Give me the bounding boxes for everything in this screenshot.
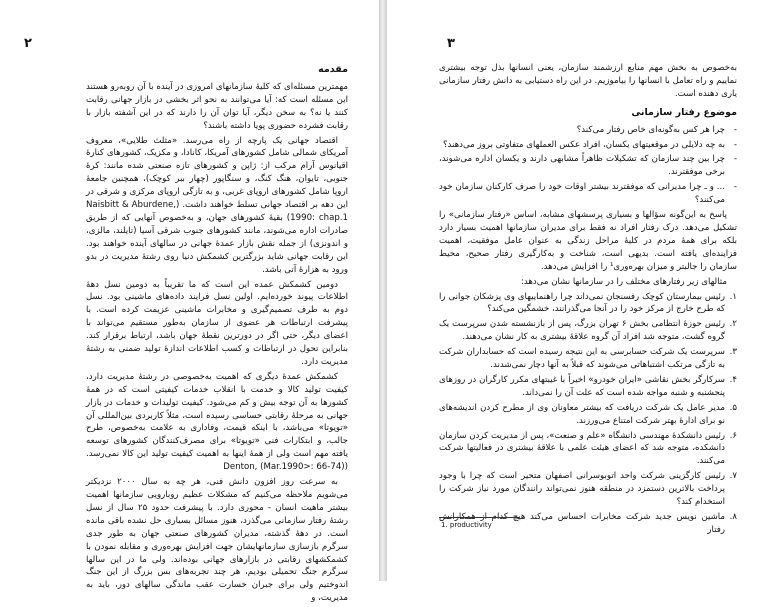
paragraph: پاسخ به این‌گونه سؤالها و بسیاری پرسشهای مشابه، اساس «رفتار سازمانی» را تشکیل می‌دهد. درک رفتار افراد نه فقط برای مدیران سازمانها اهمیت بسیار دارد بلکه برای همهٔ مردم در کلیهٔ مراحل زندگی به عنوان عامل موفقیت، اهمیت فزاینده‌ای یافته است. بدیهی است، شناخت و به‌کارگیری رفتار صحیح، محیط سازمان را جالبتر و میزان بهره‌وری¹ را افزایش می‌دهد. [439,210,737,272]
footnote: 1. productivity [441,521,492,529]
section-heading: مقدمه [318,64,348,75]
paragraph: به سرعت روز افزون دانش فنی، هر چه به سال ۲۰۰۰ نزدیکتر می‌شویم ملاحظه می‌کنیم که مشکلات عظیم روبارویی سازمانها اهمیت بیشتر ماهیت انسان - محوری دارد. با پیشرفت حدود ۲۵ سال از نسل رشتهٔ رفتار سازمانی می‌گذرد، هنوز مسائل بسیاری حل نشده باقی مانده است. در دههٔ گذشته، مدیران کشورهای صنعتی جهان به طور جدی سرگرم بازسازی سازمانهایشان جهت افزایش بهره‌وری و مقابله نمودن با کشمکشهای رقابتی در بازارهای جهانی بوده‌اند. ولی ما در این سالها سرگرم جنگ تحمیلی بودیم، هر چند تجربه‌های بس بزرگ از این جنگ اندوختیم ولی برای جبران خسارت عقب ماندگی سالهای دور، باید به مدیریت، و [86,477,348,604]
list-item: ۶. رئیس دانشکدهٔ مهندسی دانشگاه «علم و صنعت»، پس از مدیریت کردن سازمان دانشکده، متوجه شد که اعضای هیئت علمی با علاقهٔ بیشتری در فعالیتها شرکت می‌کنند. [439,430,737,467]
right-page [387,0,768,581]
list-item: ۸. ماشین نویس جدید شرکت مخابرات احساس می‌کند هیچ کدام از همکارانش رفتار [439,512,737,535]
question-item: - چرا بین چند سازمان که تشکیلات ظاهراً مشابهی دارند و یکسان اداره می‌شوند، برخی موفقترند. [439,154,737,178]
section-heading: موضوع رفتار سازمانی [631,106,737,118]
intro-paragraph: به‌خصوص به بخش مهم منابع ارزشمند سازمان، یعنی انسانها بذل توجه بیشتری نماییم و راه تعامل با انسانها را بیاموزیم. در این راه دستیابی به دانش رفتار سازمانی یاری دهنده است. [439,63,737,99]
left-page [0,0,379,604]
paragraph: مهمترین مسئله‌ای که کلیهٔ سازمانهای امروزی در آینده با آن روبه‌رو هستند این مسئله است که: آیا می‌توانند به نحو اثر بخشی در بازار جهانی رقابت کنند یا نه؟ به سخن دیگر، آیا توان آن را دارند که در این آشفته بازار با رقابت فشرده حضوری پویا داشته باشند؟ [86,81,348,131]
list-item: ۷. رئیس کارگزینی شرکت واحد اتوبوسرانی اصفهان متحیر است که چرا با وجود پرداخت بالاترین دستمزد در منطقه هنوز نمی‌تواند رانندگان مورد نیاز شرکت را استخدام کند؟ [439,471,737,508]
question-item: - ... و ـ چرا مدیرانی که موفقترند بیشتر اوقات خود را صرف کارکنان سازمان خود می‌کنند؟ [439,182,737,206]
book-gutter [379,0,387,581]
question-item: - چرا هر کس به‌گونه‌ای خاص رفتار می‌کند؟ [576,124,737,135]
paragraph: اقتصاد جهانی یک پارچه از راه می‌رسد. «مثلث طلایی»، معروف آمریکای شمالی شامل کشورهای آمریکا، کانادا، و مکزیک، کشورهای کنارهٔ اقیانوس آرام مرکب از: ژاپن و کشورهای تازه صنعتی شده مانند: کرهٔ جنوبی، تایوان، هنگ کنگ، و سنگاپور (چهار ببر کوچک)، همچنین جامعهٔ اروپا شامل کشورهای اروپای غربی، و به تازگی اروپای مرکزی و شرقی در این دهه بر اقتصاد جهانی تسلط خواهند داشت. (Naisbitt & Aburdene, 1990: chap.1) بقیهٔ کشورهای جهان، و به‌خصوص آنهایی که از طریق صادرات اداره می‌شوند، مانند کشورهای جنوب شرقی آسیا (تایلند، مالزی، و اندونزی) از جمله نقش بازار عمدهٔ جهانی در سالهای آینده خواهند بود. این رقابت جهانی شاید بزرگترین کشمکش دنیا روی رشتهٔ مدیریت در بدو ورود به هزارهٔ آتی باشد. [86,135,348,275]
page-number: ۳ [447,36,455,51]
page-number: ۲ [24,36,32,51]
footnote-rule [439,517,519,518]
list-item: ۱. رئیس بیمارستان کوچک رفسنجان نمی‌داند چرا راهنماییهای وی پزشکان جوانی را که طرح خارج از مرکز خود را در آنجا می‌گذرانند، خشمگین می‌کند؟ [439,291,737,315]
list-item: ۵. مدیر عامل یک شرکت دریافت که بیشتر معاونان وی از مطرح کردن اندیشه‌های نو برای ادارهٔ بهتر شرکت امتناع می‌ورزند. [439,402,737,426]
examples-intro: مثالهای زیر رفتارهای مختلف را در سازمانها نشان می‌دهد: [520,276,727,287]
right-text-column [439,62,737,539]
list-item: ۲. رئیس حوزهٔ انتظامی بخش ۶ تهران بزرگ، پس از بازنشسته شدن سرپرست یک گروه گشت، متوجه شد افراد آن گروه علاقهٔ بیشتری به کار نشان می‌دهند. [439,319,737,343]
paragraph: دومین کشمکش عمده این است که ما تقریباً به دومین نسل دهۀ اطلاعات پیوند خورده‌ایم. اولین نسل فرایند داده‌های ماشینی بود. نسل دوم به طرف تصمیم‌گیری و مخابرات ماشینی عزیمت کرده است. با پیشرفت ارتباطات هر عضوی از سازمان به‌طور مستقیم می‌تواند با اعضای دیگر، حتی اگر در دورترین نقطهٔ جهان باشد، ارتباط برقرار کند. بنابراین تحول در ارتباطات و کسب اطلاعات اندازهٔ تولید ضمنی به رشتهٔ مدیریت دارد. [86,279,348,367]
list-item: ۴. سرکارگر بخش نقاشی «ایران خودرو» اخیراً با غیبتهای مکرر کارگران در روزهای پنجشنبه و شنبه مواجه شده است که علت آن را نمی‌داند. [439,374,737,398]
paragraph: کشمکش عمدهٔ دیگری که اهمیت به‌خصوصی در رشتهٔ مدیریت دارد، کیفیت تولید کالا و خدمت با انقلاب خدمات کیفیتی است که در همهٔ کشورها به آن توجه بیش و کم می‌شود. کیفیت تولیدات و خدمات در بازار جهانی به مرحلهٔ رقابتی حساسی رسیده است، مثلاً کاربردی بین‌المللی آن «تویوتا» می‌باشد، با اینکه قیمت، وفاداری به علامت به‌خصوص، طرح جالب، و ابتکارات فنی «تویوتا» برای مصرف‌کنندگان کشورهای توسعه یافته مهم است ولی از همهٔ اینها به اهمیت کیفیت تولید این کالا نمی‌رسد. (Denton, (Mar.1990>: 66-74) [86,371,348,473]
question-item: - به چه دلایلی در موقعیتهای یکسان، افراد عکس العملهای متفاوتی بروز می‌دهند؟ [442,139,737,150]
left-text-column [86,58,348,607]
list-item: ۳. سرپرست یک شرکت حسابرسی به این نتیجه رسیده است که حسابداران شرکت به تازگی مرتکب اشتباهاتی می‌شوند که قبلاً به آنها دچار نمی‌شدند. [439,347,737,371]
